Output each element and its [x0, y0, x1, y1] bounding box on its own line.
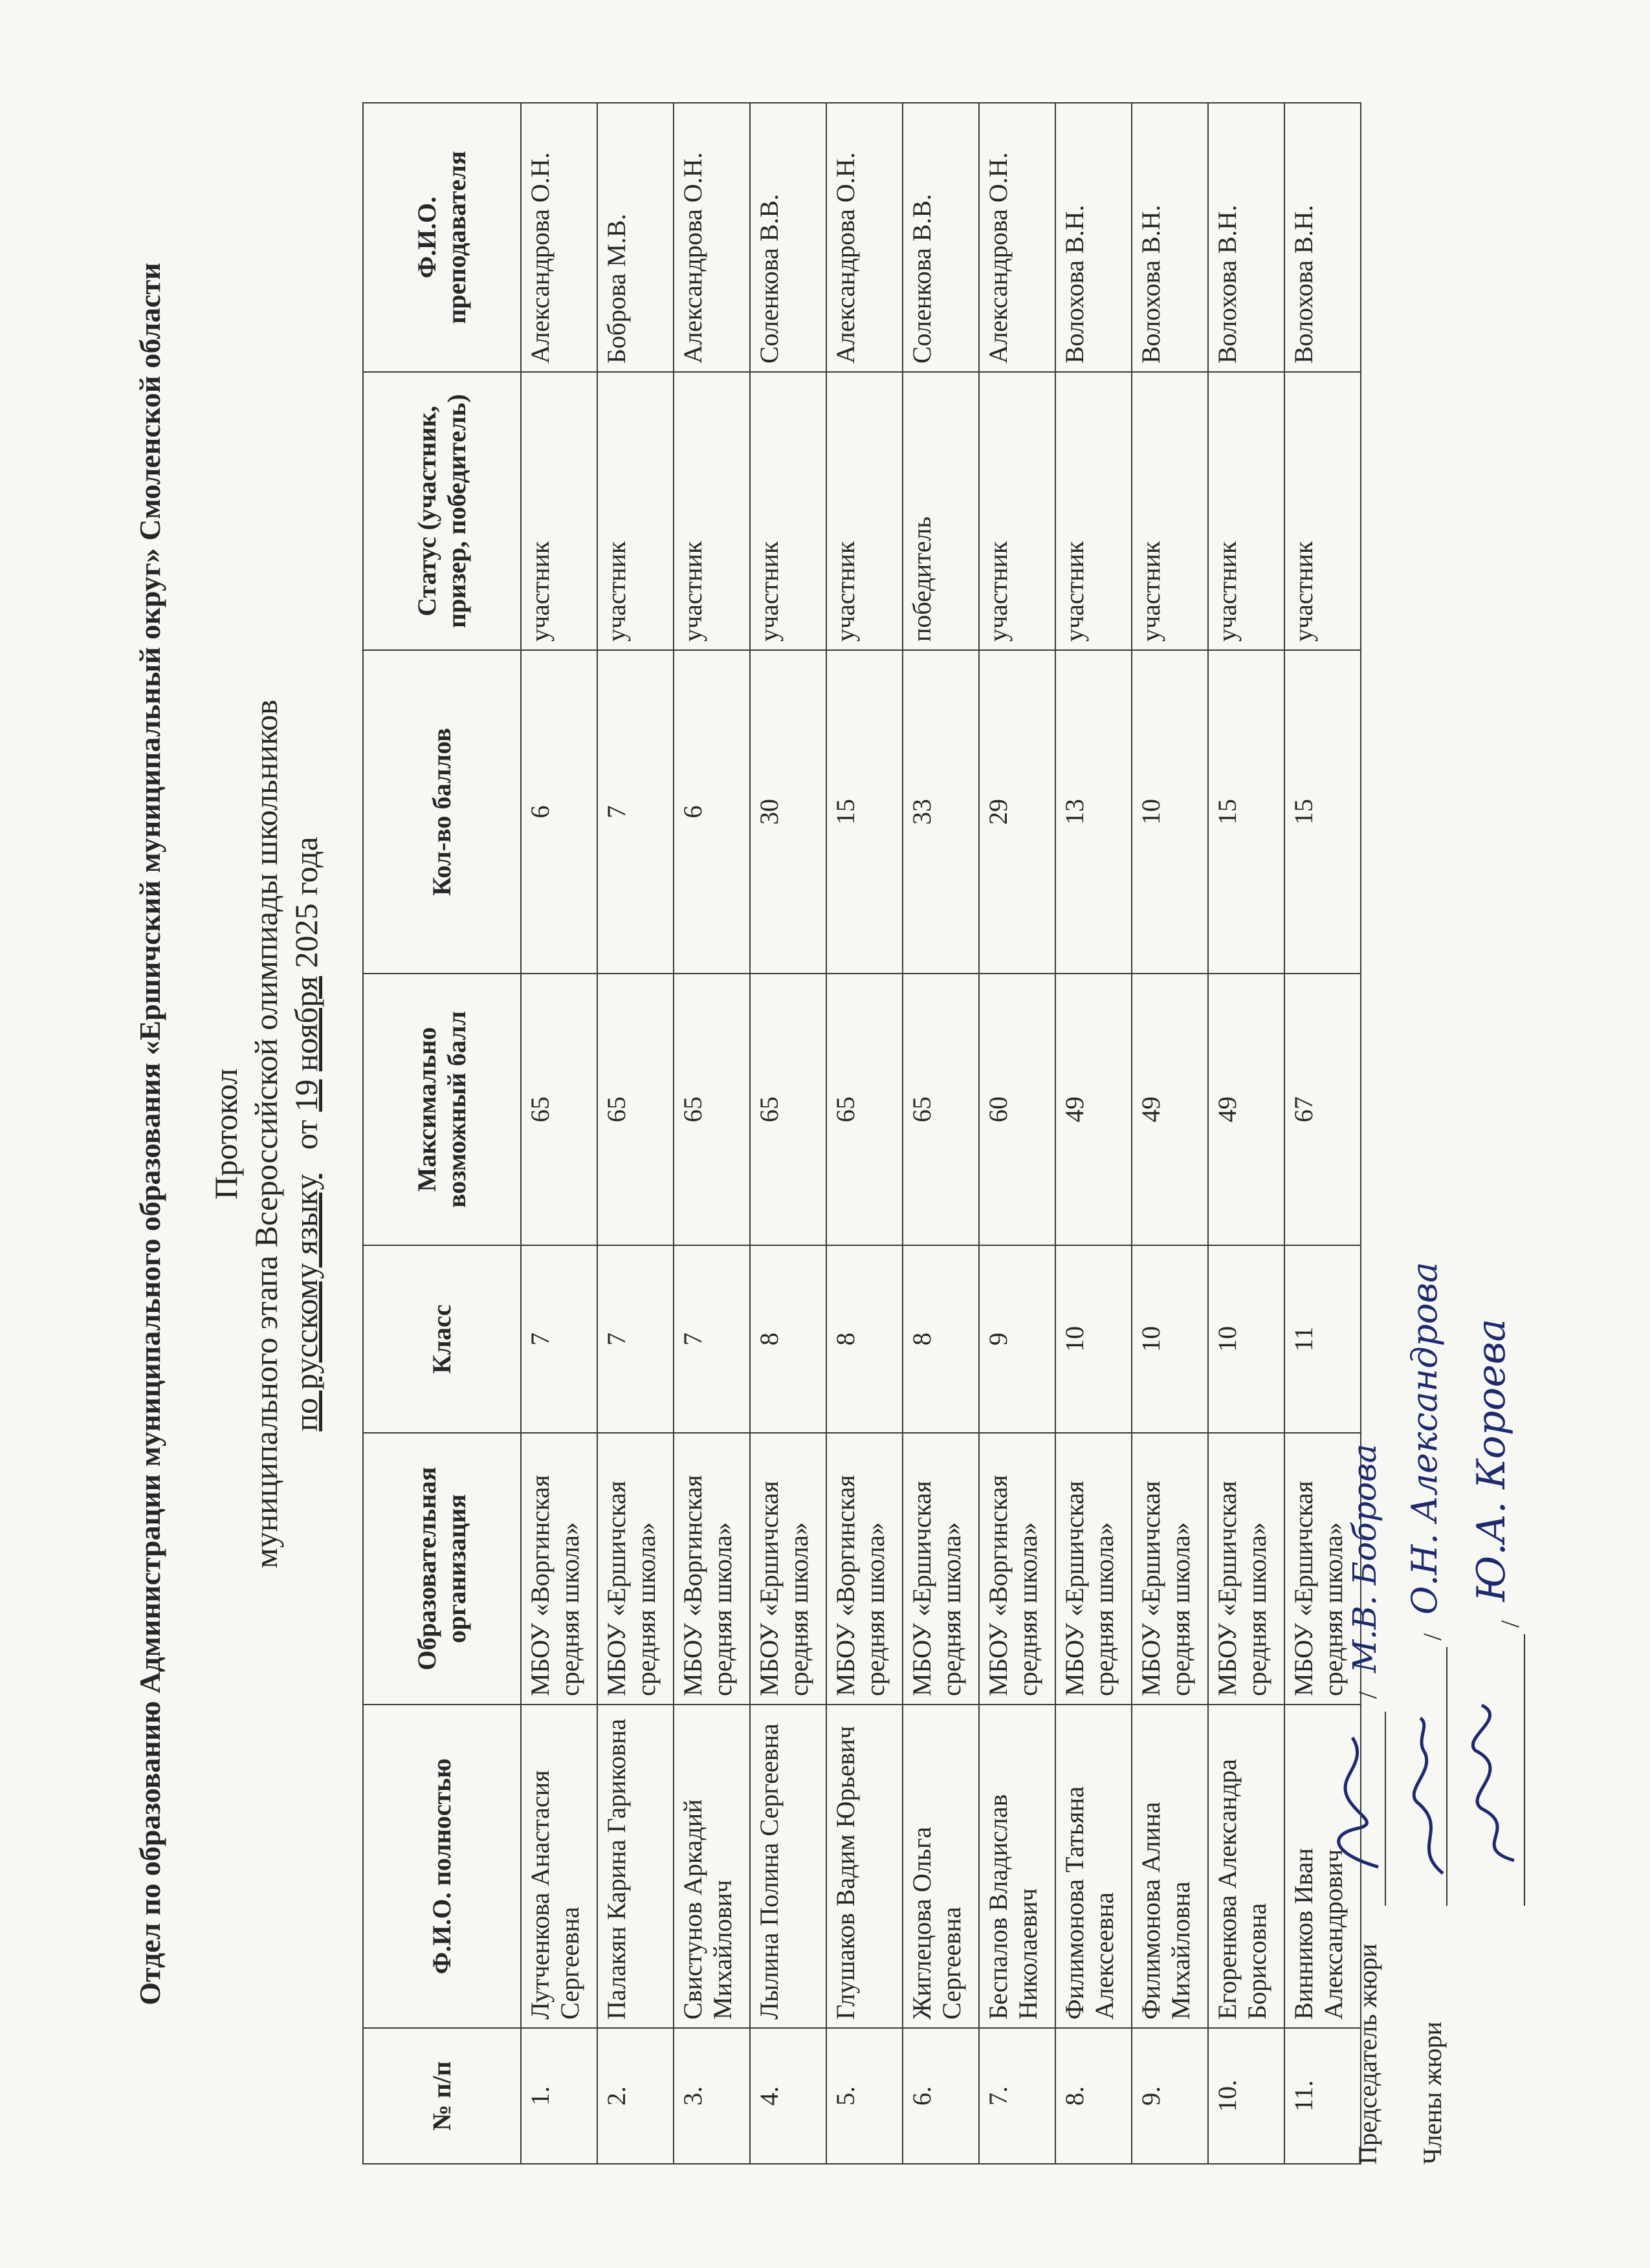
table-row	[1055, 103, 1132, 2164]
cell-num: 1.	[521, 2028, 597, 2164]
cell-school: МБОУ «Ершичская средняя школа»	[1055, 1433, 1132, 1705]
cell-max: 65	[674, 974, 750, 1245]
cell-score: 30	[750, 650, 826, 974]
cell-num: 11.	[1284, 2028, 1361, 2164]
table-row	[826, 103, 903, 2164]
cell-max: 65	[750, 974, 826, 1245]
cell-name: Глушаков Вадим Юрьевич	[826, 1705, 903, 2028]
cell-school: МБОУ «Воргинская средняя школа»	[826, 1433, 903, 1705]
cell-num: 2.	[597, 2028, 674, 2164]
cell-num: 7.	[979, 2028, 1055, 2164]
cell-max: 65	[521, 974, 597, 1245]
col-header-teacher: Ф.И.О. преподавателя	[363, 103, 521, 372]
col-header-max: Максимально возможный балл	[363, 974, 521, 1245]
protocol-title	[206, 0, 326, 2268]
cell-score: 33	[903, 650, 979, 974]
cell-status: участник	[979, 372, 1055, 650]
member2-slash: /	[1495, 1620, 1524, 1628]
members-label: Члены жюри	[1418, 2022, 1447, 2164]
cell-max: 67	[1284, 974, 1361, 1245]
cell-teacher: Волохова В.Н.	[1284, 103, 1361, 372]
member2-signature-mark	[1456, 1699, 1534, 1867]
cell-name: Жиглецова Ольга Сергеевна	[903, 1705, 979, 2028]
cell-num: 3.	[674, 2028, 750, 2164]
cell-grade: 10	[1208, 1245, 1284, 1433]
cell-grade: 8	[750, 1245, 826, 1433]
cell-status: участник	[1208, 372, 1284, 650]
cell-status: участник	[674, 372, 750, 650]
cell-school: МБОУ «Ершичская средняя школа»	[1132, 1433, 1208, 1705]
member1-slash: /	[1418, 1633, 1447, 1641]
cell-grade: 8	[826, 1245, 903, 1433]
col-header-grade: Класс	[363, 1245, 521, 1433]
date-day: 19	[288, 1079, 324, 1112]
title-line-1: Протокол	[208, 1068, 244, 1200]
cell-teacher: Соленкова В.В.	[750, 103, 826, 372]
cell-name: Филимонова Татьяна Алексеевна	[1055, 1705, 1132, 2028]
cell-grade: 8	[903, 1245, 979, 1433]
table-row	[979, 103, 1055, 2164]
col-header-status: Статус (участник, призер, победитель)	[363, 372, 521, 650]
cell-name: Егоренкова Александра Борисовна	[1208, 1705, 1284, 2028]
table-row	[1132, 103, 1208, 2164]
cell-max: 65	[826, 974, 903, 1245]
cell-name: Беспалов Владислав Николаевич	[979, 1705, 1055, 2028]
cell-school: МБОУ «Ершичская средняя школа»	[903, 1433, 979, 1705]
cell-school: МБОУ «Ершичская средняя школа»	[597, 1433, 674, 1705]
cell-school: МБОУ «Ершичская средняя школа»	[1284, 1433, 1361, 1705]
col-header-num: № п/п	[363, 2028, 521, 2164]
cell-score: 29	[979, 650, 1055, 974]
cell-score: 10	[1132, 650, 1208, 974]
cell-teacher: Александрова О.Н.	[826, 103, 903, 372]
cell-status: участник	[597, 372, 674, 650]
chair-slash: /	[1353, 1691, 1382, 1699]
cell-grade: 10	[1132, 1245, 1208, 1433]
table-row	[521, 103, 597, 2164]
cell-teacher: Соленкова В.В.	[903, 103, 979, 372]
cell-status: участник	[1055, 372, 1132, 650]
cell-grade: 9	[979, 1245, 1055, 1433]
cell-max: 65	[597, 974, 674, 1245]
cell-num: 10.	[1208, 2028, 1284, 2164]
cell-grade: 7	[674, 1245, 750, 1433]
cell-status: участник	[1284, 372, 1361, 650]
chair-signature-mark	[1320, 1725, 1398, 1880]
col-header-name: Ф.И.О. полностью	[363, 1705, 521, 2028]
cell-status: участник	[1132, 372, 1208, 650]
chair-name: М.В. Боброва	[1346, 1443, 1383, 1673]
table-row	[750, 103, 826, 2164]
cell-status: участник	[750, 372, 826, 650]
cell-name: Лылина Полина Сергеевна	[750, 1705, 826, 2028]
cell-score: 13	[1055, 650, 1132, 974]
cell-name: Лутченкова Анастасия Сергеевна	[521, 1705, 597, 2028]
cell-max: 49	[1208, 974, 1284, 1245]
member1-signature-mark	[1391, 1712, 1462, 1880]
cell-school: МБОУ «Ершичская средняя школа»	[1208, 1433, 1284, 1705]
cell-score: 15	[1284, 650, 1361, 974]
col-header-score: Кол-во баллов	[363, 650, 521, 974]
cell-max: 65	[903, 974, 979, 1245]
cell-score: 15	[1208, 650, 1284, 974]
date-year: 2025 года	[288, 836, 324, 968]
cell-grade: 11	[1284, 1245, 1361, 1433]
table-row	[674, 103, 750, 2164]
cell-grade: 7	[521, 1245, 597, 1433]
cell-score: 6	[521, 650, 597, 974]
date-prefix: от	[288, 1120, 324, 1150]
member2-name: Ю.А. Короева	[1469, 1318, 1514, 1602]
date-month: ноября	[288, 976, 324, 1072]
cell-num: 4.	[750, 2028, 826, 2164]
cell-status: участник	[521, 372, 597, 650]
cell-num: 6.	[903, 2028, 979, 2164]
cell-status: участник	[826, 372, 903, 650]
cell-score: 6	[674, 650, 750, 974]
table-row	[597, 103, 674, 2164]
cell-status: победитель	[903, 372, 979, 650]
cell-school: МБОУ «Воргинская средняя школа»	[521, 1433, 597, 1705]
cell-teacher: Александрова О.Н.	[979, 103, 1055, 372]
results-table	[362, 102, 1361, 2164]
cell-grade: 7	[597, 1245, 674, 1433]
cell-school: МБОУ «Ершичская средняя школа»	[750, 1433, 826, 1705]
cell-teacher: Волохова В.Н.	[1055, 103, 1132, 372]
subject: по русскому языку	[288, 1173, 324, 1432]
cell-teacher: Волохова В.Н.	[1208, 103, 1284, 372]
cell-score: 7	[597, 650, 674, 974]
cell-max: 49	[1132, 974, 1208, 1245]
cell-teacher: Александрова О.Н.	[521, 103, 597, 372]
table-header-row	[363, 103, 521, 2164]
cell-num: 5.	[826, 2028, 903, 2164]
cell-name: Свистунов Аркадий Михайлович	[674, 1705, 750, 2028]
title-line-3	[286, 0, 326, 2268]
cell-teacher: Боброва М.В.	[597, 103, 674, 372]
cell-grade: 10	[1055, 1245, 1132, 1433]
member1-name: О.Н. Александрова	[1404, 1261, 1445, 1615]
cell-name: Филимонова Алина Михайловна	[1132, 1705, 1208, 2028]
title-line-2: муниципального этапа Всероссийской олимпиады школьников	[248, 699, 284, 1569]
cell-num: 8.	[1055, 2028, 1132, 2164]
cell-school: МБОУ «Воргинская средняя школа»	[674, 1433, 750, 1705]
table-row	[1208, 103, 1284, 2164]
cell-max: 60	[979, 974, 1055, 1245]
cell-name: Винников Иван Александрович	[1284, 1705, 1361, 2028]
cell-num: 9.	[1132, 2028, 1208, 2164]
chair-label: Председатель жюри	[1353, 1943, 1382, 2164]
cell-max: 49	[1055, 974, 1132, 1245]
cell-teacher: Волохова В.Н.	[1132, 103, 1208, 372]
department-header: Отдел по образованию Администрации муниципального образования «Ершичский муниципальный округ» Смоленской области	[133, 263, 166, 2005]
col-header-school: Образовательная организация	[363, 1433, 521, 1705]
table-row	[903, 103, 979, 2164]
cell-teacher: Александрова О.Н.	[674, 103, 750, 372]
cell-name: Палакян Карина Гариковна	[597, 1705, 674, 2028]
cell-school: МБОУ «Воргинская средняя школа»	[979, 1433, 1055, 1705]
cell-score: 15	[826, 650, 903, 974]
